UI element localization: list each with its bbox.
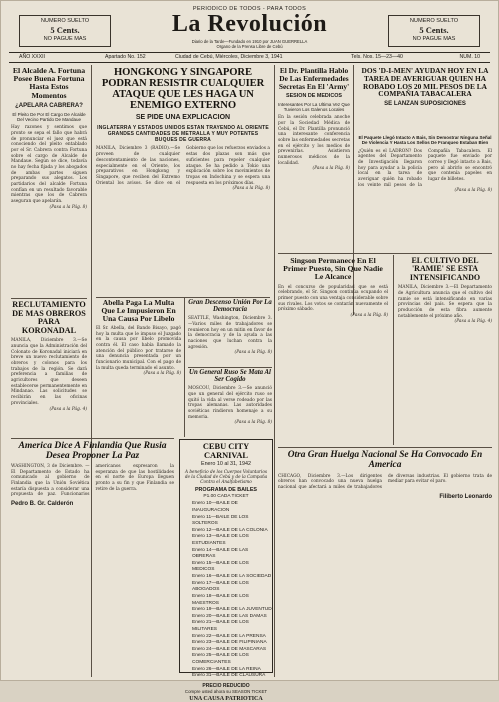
headline: Otra Gran Huelga Nacional Se Ha Convocado En America [287, 450, 483, 470]
article-body: MANILA, Diciembre 3.—Se anuncia que la Administración del Colonato de Koronadal iniciará en breve un nuevo reclutamiento de obreros y colonos para los trabajos de la región. Se dará preferencia a familias de agricultores que deseen establecerse permanentemente en Mindanao. Las solicitudes se recibirán en las oficinas provinciales. [11, 338, 87, 406]
price-box-right [388, 15, 480, 47]
program-item: Enero 25—BAILE DE LOS COMERCIANTES [192, 653, 249, 665]
article-body: En la sesión celebrada anoche por la Sociedad Médica de Cebú, el Dr. Plantilla pronunció una interesante conferencia sobre las enfermedades secretas en el ejército y los medios de prevenirlas. Asistieron numerosos médicos de la localidad. [278, 115, 350, 166]
deck: SE LANZAN SUPOSICIONES [384, 101, 466, 108]
article-body: El Sr. Abella, del Bando Bisayo, pagó hoy la multa que le impuso el Juzgado en la causa por libelo promovida contra él. El caso había llamado la atención del público por tratarse de una denuncia presentada por un funcionario municipal. Con el pago de la multa queda terminado el asunto. [96, 325, 181, 371]
program-item: Enero 19—BAILE DE LA JUVENTUD [192, 607, 272, 613]
continuation: (Pasa a la Pág. 8) [234, 420, 272, 426]
headline: Gran Descenso Unión Por La Democracia [188, 299, 272, 314]
article-singson [278, 257, 388, 445]
program-list [180, 501, 272, 679]
byline: Filiberto Leonardo [439, 493, 492, 500]
headline: El Alcalde A. Fortuna Posee Buena Fortuna Hasta Estos Momentos [12, 66, 86, 100]
subheadline: El Pleito De Por El Cargo De Alcalde Del Vecino Partido De Mandaue [12, 111, 86, 122]
carnival-advertisement [179, 439, 273, 702]
article-dmen-body [358, 133, 492, 249]
article-body: MOSCOU, Diciembre 3.—Se anunció que un general del ejército ruso se quitó la vida al verse rodeado por las tropas alemanas. Las autoridades soviéticas rindieron homenaje a su memoria. [188, 386, 272, 420]
article-body: MANILA, Diciembre 3 (RADIO).—Se proveen de cualquier descontentamiento de las naciones, especialmente en el Oriente, los preparativos en Hongkong y Singapore, que reciben del Extremo Oriental los avisos. Se dice en el Gobierno que los refuerzos enviados a estas dos plazas son más que suficientes para repeler cualquier ataque. Se ha pedido a Tokio una explicación sobre los movimientos de tropas en Indochina y se espera una respuesta en los próximos días. [96, 146, 270, 186]
headline: Abella Paga La Multa Que Le Impusieron En Una Causa Por Libelo [101, 298, 176, 323]
headline: Singson Permanece En El Primer Puesto, Sin Que Nadie Le Alcance [283, 256, 383, 282]
price-box-price: 5 Cents. [419, 25, 449, 36]
article-body: En el concurso de popularidad que se está celebrando, el Sr. Singson continúa ocupando el primer puesto con una ventaja considerable sobre sus rivales. Los votos se contarán nuevamente el próximo sábado. [278, 284, 388, 313]
section-rule [188, 367, 272, 368]
program-item: Enero 18—BAILE DE LOS MAESTROS [192, 593, 249, 606]
column-rule [184, 297, 185, 437]
continuation: (Pasa a la Pág. 8) [234, 350, 272, 356]
article-huelga [278, 451, 492, 675]
continuation: (Pasa a la Pág. 4) [49, 406, 87, 412]
article-body: Hay razones y sentimos que pronto se sepa el fallo que habrá de pronunciar el juez que está conociendo del pleito entablado por el Sr. Cabrera contra Fortuna sobre el cargo de Alcalde de Mandaue. Según se dice, todavía no hay fecha fijada y los abogados de ambas partes siguen preparando sus alegatos. Los partidarios del alcalde Fortuna confían en un resultado favorable mientras que los de Cabrera aseguran que apelarán. [11, 125, 87, 205]
program-item: Enero 10—BAILE DE INAUGURACION [192, 501, 238, 513]
program-item: Enero 24—BAILE DE MASCARAS [192, 646, 267, 652]
continuation: (Pasa a la Pág. 4) [454, 319, 492, 325]
continuation: (Pasa a la Pág. 8) [312, 166, 350, 172]
ad-invite: A beneficio de los Cuerpos Voluntarios de la Ciudad de Cebú y de la Campaña Contra el Analfabetismo [184, 468, 268, 485]
program-title: PROGRAMA DE BAILES [194, 487, 258, 494]
continuation: (Pasa a la Pág. 8) [143, 371, 181, 377]
section-rule [278, 253, 492, 254]
ad-title: CEBU CITY CARNIVAL [202, 442, 250, 460]
article-general [188, 369, 272, 435]
article-ramie [398, 257, 492, 445]
deck: SE PIDE UNA EXPLICACION [135, 114, 231, 122]
deck: ¿APELARA CABRERA? [15, 102, 83, 109]
deck: SESION DE MEDICOS [285, 93, 342, 100]
program-item: Enero 20—BAILE DE LAS DAMAS [192, 613, 267, 619]
headline: El Dr. Plantilla Hablo De Las Enfermedades Secretas En El 'Army' [278, 66, 350, 91]
column-rule [393, 255, 394, 445]
price-box-label: NUMERO SUELTO [409, 18, 459, 24]
phone-numbers: Tels. Nos. 15—23—40 [351, 54, 403, 60]
article-abella [96, 299, 181, 435]
price-box-note: NO PAGUE MAS [43, 36, 87, 43]
section-rule [278, 447, 492, 448]
program-item: Enero 31—BAILE DE CLAUSURA [192, 673, 266, 679]
issue-year: AÑO XXXII [19, 54, 45, 60]
section-rule [11, 298, 87, 299]
article-body: SEATTLE, Washington, Diciembre 3.—Varios miles de trabajadores se reunieron hoy en un mitin en favor de la democracia y de la ayuda a las naciones que luchan contra la agresión. [188, 316, 272, 350]
headline: DOS 'D-I-MEN' AYUDAN HOY EN LA TAREA DE AVERIGUAR QUIEN HA ROBADO LOS 20 MIL PESOS DE LA COMPAÑIA TABACALERA [361, 66, 489, 99]
article-finland [11, 441, 174, 673]
issue-number: NUM. 10 [459, 54, 480, 60]
newspaper-title: La Revolución [171, 11, 328, 37]
continuation: (Pasa a la Pág. 8) [232, 186, 270, 192]
program-item: Enero 12—BAILE DE LA COLONIA [192, 527, 268, 533]
headline: America Dice A Finlandia Que Rusia Desea Proponer La Paz [18, 440, 167, 462]
dateline-bar [9, 52, 490, 63]
article-alcalde [11, 67, 87, 293]
program-item: Enero 26—BAILE DE LA REINA [192, 666, 261, 672]
subheadline: Interesantes Por La Ultima Vez Que Tuvieron Los Galenos Locales [278, 101, 350, 112]
program-item: Enero 23—BAILE DE FILIPINIANA [192, 640, 267, 646]
article-recruit [11, 300, 87, 412]
program-item: Enero 17—BAILE DE LOS ABOGADOS [192, 580, 249, 593]
article-plantilla [278, 67, 350, 247]
motto: PERIODICO DE TODOS - PARA TODOS [192, 6, 307, 12]
price-box-note: NO PAGUE MAS [412, 36, 456, 43]
program-item: Enero 13—BAILE DE LOS ESTUDIANTES [192, 534, 249, 547]
headline: EL CULTIVO DEL 'RAMIE' SE ESTA INTENSIFICANDO [409, 256, 481, 282]
ad-footer: PRECIO REDUCIDO [202, 682, 250, 689]
ad-slogan: UNA CAUSA PATRIOTICA [189, 695, 263, 702]
section-rule [11, 438, 174, 439]
program-item: Enero 16—BAILE DE LA SOCIEDAD [192, 574, 272, 580]
program-item: Enero 15—BAILE DE LOS MEDICOS [192, 560, 249, 573]
masthead [9, 5, 490, 49]
article-hongkong [96, 67, 270, 295]
ad-footer: Compre usted ahora su SEASON TICKET [184, 688, 268, 694]
article-dmen-header [358, 67, 492, 131]
program-item: Enero 14—BAILE DE LAS OBRERAS [192, 547, 249, 560]
article-body: CHICAGO, Diciembre 3.—Los dirigentes obreros han convocado una nueva huelga nacional que afectará a miles de trabajadores de diversas industrias. El gobierno trata de mediar para evitar el paro. [278, 473, 492, 491]
headline: RECLUTAMIENTO DE MAS OBREROS PARA KORONADAL [12, 300, 86, 335]
price-box-price: 5 Cents. [50, 25, 80, 36]
subheadline: INGLATERRA Y ESTADOS UNIDOS ESTAN TRAYENDO AL ORIENTE GRANDES CANTIDADES DE METRALLA Y MUY POTENTES BUQUES DE GUERRA [97, 125, 269, 144]
subtitle-line: Organo de la Prensa Libre de Cebú [216, 44, 283, 50]
subtitle-line: Diario de la Tarde—Fundado en 1910 por JUAN GUERRELLA [191, 39, 308, 44]
issue-date: Ciudad de Cebú, Miércoles, Diciembre 3, 1941 [175, 54, 283, 60]
program-item: Enero 21—BAILE DE LOS MILITARES [192, 620, 249, 632]
column-rule [274, 65, 275, 677]
headline: Un General Ruso Se Mata Al Ser Cogido [189, 369, 271, 384]
subheadline: El Paquete Llegó Intacto A Bais, Sin Demostrar Ninguna Señal De Violencia Y Hasta Los Sellos De Franqueo Estaban Bien [358, 135, 492, 146]
program-item: Enero 22—BAILE DE LA PRENSA [192, 633, 266, 639]
continuation: (Pasa a la Pág. 8) [49, 204, 87, 210]
continuation: (Pasa a la Pág. 8) [454, 188, 492, 194]
ticket-price: P1.00 CADA TICKET [203, 494, 249, 500]
price-box-label: NUMERO SUELTO [40, 18, 90, 24]
article-body: ¿Quién es el LADRON? Dos agentes del Departamento de Investigación llegaron hoy para ayudar a la policía local en la tarea de averiguar quién ha robado los veinte mil pesos de la Compañía Tabacalera. El paquete fue enviado por correo y llegó intacto a Bais, pero al abrirlo se encontró que contenía papeles en lugar de billetes. [358, 148, 492, 188]
article-union [188, 299, 272, 363]
article-body: MANILA, Diciembre 3.—El Departamento de Agricultura anuncia que el cultivo del ramie se está intensificando en varias provincias del país. Se espera que la producción de esta fibra aumente notablemente el próximo año. [398, 285, 492, 319]
continuation: (Pasa a la Pág. 8) [350, 312, 388, 318]
po-box: Apartado No. 152 [105, 54, 146, 60]
headline: HONGKONG Y SINGAPORE PODRAN RESISTIR CUALQUIER ATAQUE QUE LES HAGA UN ENEMIGO EXTERNO [101, 67, 265, 112]
byline: Pedro B. Gr. Calderón [11, 501, 74, 508]
ad-dates: Enero 10 al 31, 1942 [200, 460, 252, 467]
program-item: Enero 11—BAILE DE LOS SOLTEROS [192, 514, 249, 527]
article-body: WASHINGTON, 3 de Diciembre. —El Departamento de Estado ha comunicado al gobierno de Finlandia que la Unión Soviética estaría dispuesta a considerar una propuesta de paz. Funcionarios americanos expresaron la esperanza de que las hostilidades en el norte de Europa lleguen pronto a su fin y que Finlandia se retire de la guerra. [11, 464, 174, 498]
